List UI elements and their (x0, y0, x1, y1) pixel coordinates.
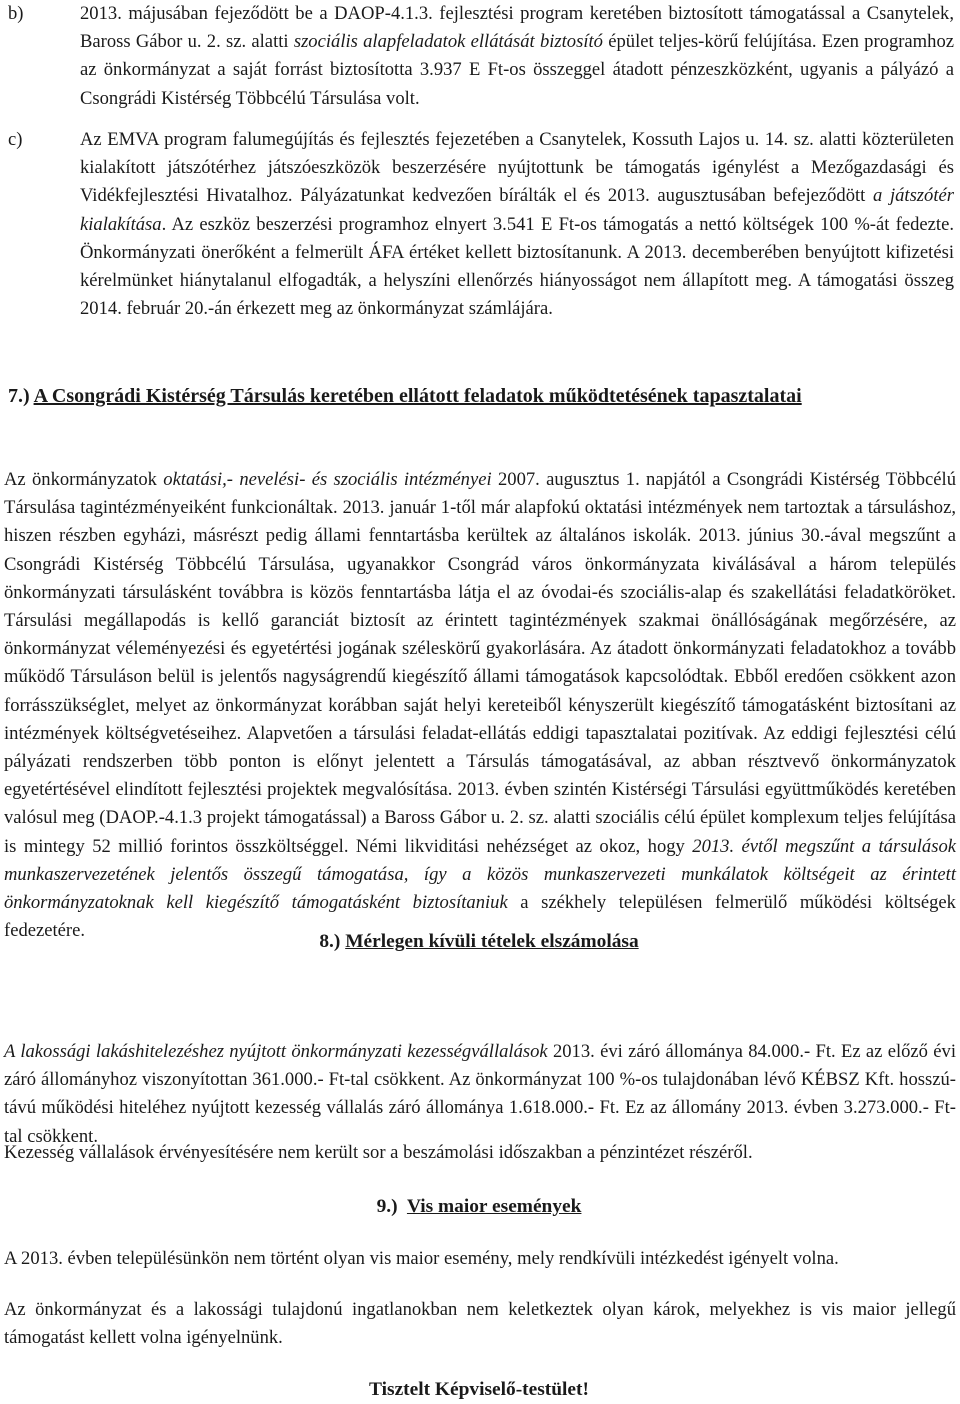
section-8-number: 8.) (319, 931, 341, 952)
item-c-text-italic: a játszótér kialakítása (80, 185, 954, 235)
section-9-paragraph-1: A 2013. évben településünkön nem történt olyan vis maior esemény, mely rendkívüli intézkedést igényelt volna. (4, 1248, 839, 1269)
list-item-b-text (80, 0, 954, 113)
section-7-title: A Csongrádi Kistérség Társulás keretében ellátott feladatok működtetésének tapasztalatai (33, 385, 802, 407)
list-item-c-text (80, 126, 954, 323)
s7-text-italic-1: oktatási,- nevelési- és szociális intézményei (163, 469, 492, 490)
s7-text-2: 2007. augusztus 1. napjától a Csongrádi Kistérség Többcélú Társulása tagintézményeiként funkcionáltak. 2013. január 1-től már alapfokú oktatási intézmények nem tartoztak a társuláshoz, hiszen részben egyházi, másrészt pedig állami fenntartásba kerültek az általános iskolák. 2013. június 30.-ával megszűnt a Csongrádi Kistérség Többcélú Társulása, ugyanakkor Csongrád város önkormányzata kiválásával a három település önkormányzati társulásként továbbra is közös fenntartásba látja el az óvodai-és szociális-alap és szakellátási feladatköröket. Társulási megállapodás is kellő garanciát biztosít az érintett tagintézmények szakmai önállóságának megőrzésére, az önkormányzat véleményezési és egyetértési jogának széleskörű gyakorlására. Az átadott önkormányzati feladatokhoz a tovább működő Társuláson belül is jelentős nagyságrendű kiegészítő állami támogatások kapcsolódtak. Ebből eredően csökkent azon forrásszükséglet, melyet az önkormányzat korábban saját helyi kereteiből kényszerült kiegészítő támogatásként biztosítani az intézmények költségvetéseihez. Alapvetően a társulási feladat-ellátás eddigi tapasztalatai pozitívak. Az eddigi fejlesztési célú pályázati rendszerben több ponton is előnyt jelentett a Társulás támogatásával, az abban résztvevő önkormányzatok egyetértésével elindított fejlesztési projektek megvalósítása. 2013. évben szintén Kistérségi Társulási együttműködés keretében valósul meg (DAOP.-4.1.3 projekt támogatással) a Baross Gábor u. 2. sz. alatti szociális célú épület komplexum teljes felújítása is mintegy 52 millió forintos összköltséggel. Némi likviditási nehézséget az okoz, hogy (4, 469, 957, 857)
section-8-paragraph (4, 1038, 956, 1151)
item-b-text-italic: szociális alapfeladatok ellátását biztosító (293, 31, 603, 53)
item-c-text-2: . Az eszköz beszerzési programhoz elnyert 3.541 E Ft-os támogatás a nettó költségek 100 %-át fedezte. Önkormányzati önerőként a felmerült ÁFA értéket kellett biztosítanunk. A 2013. decemberében benyújtott kifizetési kérelmünket hiánytalanul elfogadták, a helyszíni ellenőrzés hiányosságot nem állapított meg. A támogatási összeg 2014. február 20.-án érkezett meg az önkormányzat számlájára. (80, 213, 954, 320)
section-8-heading (0, 928, 958, 956)
item-b-text-1: 2013. májusában fejeződött be a DAOP-4.1.3. fejlesztési program keretében biztosított támogatással a Csanytelek, Baross Gábor u. 2. sz. alatti (80, 3, 954, 53)
section-9-number: 9.) (376, 1196, 398, 1217)
section-8-title: Mérlegen kívüli tételek elszámolása (345, 931, 639, 952)
section-8-paragraph-2: Kezesség vállalások érvényesítésére nem került sor a beszámolási időszakban a pénzintézet részéről. (4, 1142, 753, 1163)
section-7-heading (8, 382, 960, 410)
section-9-title: Vis maior események (406, 1196, 582, 1217)
section-7-paragraph (4, 466, 956, 945)
list-item-b (8, 0, 954, 113)
list-label-b: b) (8, 3, 24, 24)
item-c-text-1: Az EMVA program falumegújítás és fejlesztés fejezetében a Csanytelek, Kossuth Lajos u. 14. sz. alatti közterületen kialakított játszótérhez játszóeszközök beszerzésére nyújtottunk be támogatás igénylést a Mezőgazdasági és Vidékfejlesztési Hivatalhoz. Pályázatunkat kedvezően bírálták el és 2013. augusztusában befejeződött (80, 129, 954, 207)
section-9-paragraph-2: Az önkormányzat és a lakossági tulajdonú ingatlanokban nem keletkeztek olyan károk, melyekhez is vis maior jellegű támogatást kellett volna igényelnünk. (4, 1299, 956, 1349)
s7-text-italic-2: 2013. évtől megszűnt a társulások munkaszervezetének jelentős összegű támogatása, így a közös munkaszervezeti munkálatok költségeit az érintett önkormányzatoknak kell kiegészítő támogatásként biztosítaniuk (4, 835, 956, 914)
list-item-c (8, 126, 954, 323)
closing-salutation: Tisztelt Képviselő-testület! (369, 1379, 589, 1400)
s7-text-1: Az önkormányzatok (4, 469, 164, 490)
section-9-heading (0, 1193, 958, 1221)
section-7-number: 7.) (8, 385, 30, 407)
s8-text-italic: A lakossági lakáshitelezéshez nyújtott önkormányzati kezességvállalások (4, 1041, 548, 1062)
s7-text-3: a székhely településen felmerülő működési költségek fedezetére. (4, 892, 956, 942)
item-b-text-2: épület teljes-körű felújítása. Ezen programhoz az önkormányzat a saját forrást biztosította 3.937 E Ft-os összeggel átadott pénzeszközként, ugyanis a pályázó a Csongrádi Kistérség Többcélú Társulása volt. (80, 31, 954, 109)
list-label-c: c) (8, 129, 23, 150)
s8-text-1: 2013. évi záró állománya 84.000.- Ft. Ez az előző évi záró állományhoz viszonyítottan 361.000.- Ft-tal csökkent. Az önkormányzat 100 %-os tulajdonában lévő KÉBSZ Kft. hosszú-távú működési hiteléhez nyújtott kezesség vállalás záró állománya 1.618.000.- Ft. Ez az állomány 2013. évben 3.273.000.- Ft-tal csökkent. (4, 1041, 956, 1147)
